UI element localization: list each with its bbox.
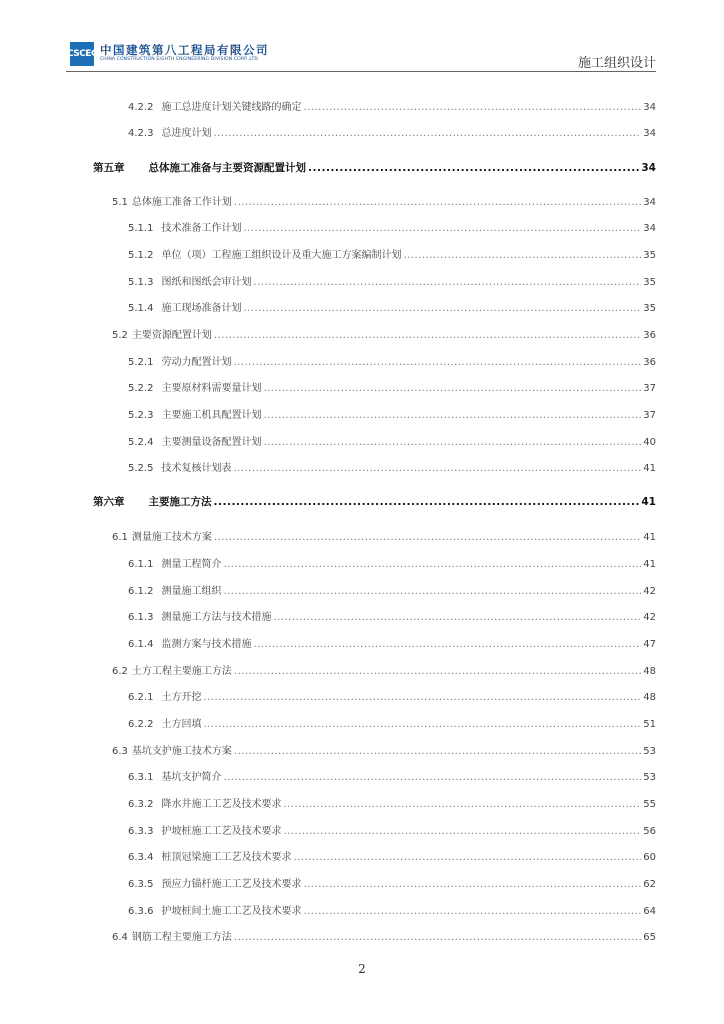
toc-entry-page: 47 xyxy=(643,639,656,650)
toc-entry[interactable] xyxy=(128,582,656,596)
toc-entry-title: 总进度计划 xyxy=(161,128,212,139)
toc-dot-leader xyxy=(303,906,641,917)
toc-entry-page: 36 xyxy=(643,357,656,368)
toc-dot-leader xyxy=(303,102,641,113)
toc-entry-page: 40 xyxy=(643,437,656,448)
toc-entry[interactable] xyxy=(128,875,656,889)
toc-entry-title: 测量施工方法与技术措施 xyxy=(161,612,272,623)
toc-entry-title: 护坡桩间土施工工艺及技术要求 xyxy=(161,906,302,917)
toc-entry-page: 41 xyxy=(643,532,656,543)
toc-dot-leader xyxy=(303,879,641,890)
toc-dot-leader xyxy=(214,330,641,341)
toc-dot-leader xyxy=(203,692,641,703)
toc-entry-number: 6.1.3 xyxy=(128,612,154,623)
toc-entry-number: 5.1.3 xyxy=(128,277,154,288)
toc-entry-title: 劳动力配置计划 xyxy=(161,357,232,368)
toc-dot-leader xyxy=(233,463,641,474)
toc-entry-number: 5.2.1 xyxy=(128,357,154,368)
toc-dot-leader xyxy=(234,197,641,208)
toc-entry-title: 土方工程主要施工方法 xyxy=(131,666,232,677)
toc-entry-number: 6.2.1 xyxy=(128,692,154,703)
toc-entry-page: 53 xyxy=(643,772,656,783)
toc-entry-title: 总体施工准备工作计划 xyxy=(131,197,232,208)
toc-entry[interactable] xyxy=(112,662,656,676)
toc-entry-page: 36 xyxy=(643,330,656,341)
toc-entry[interactable] xyxy=(128,299,656,313)
toc-entry-title: 主要施工机具配置计划 xyxy=(161,410,262,421)
toc-entry[interactable] xyxy=(128,379,656,393)
toc-entry-page: 62 xyxy=(643,879,656,890)
toc-entry-title: 主要施工方法 xyxy=(148,496,212,508)
toc-entry-page: 41 xyxy=(643,559,656,570)
toc-entry-page: 60 xyxy=(643,852,656,863)
toc-entry-page: 35 xyxy=(643,277,656,288)
toc-entry-title: 施工总进度计划关键线路的确定 xyxy=(161,102,302,113)
toc-entry-number: 5.1.1 xyxy=(128,223,154,234)
toc-dot-leader xyxy=(403,250,641,261)
toc-entry-number: 6.3.2 xyxy=(128,799,154,810)
toc-entry-title: 测量施工组织 xyxy=(161,586,222,597)
toc-entry-title: 土方回填 xyxy=(161,719,202,730)
toc-entry-page: 34 xyxy=(643,197,656,208)
toc-entry[interactable] xyxy=(128,688,656,702)
toc-entry-title: 测量施工技术方案 xyxy=(131,532,212,543)
toc-entry[interactable] xyxy=(112,528,656,542)
toc-entry-title: 测量工程简介 xyxy=(161,559,222,570)
toc-dot-leader xyxy=(263,437,641,448)
toc-entry-page: 42 xyxy=(643,586,656,597)
toc-entry-number: 6.2 xyxy=(112,666,128,677)
toc-dot-leader xyxy=(263,383,641,394)
toc-entry-number: 4.2.2 xyxy=(128,102,154,113)
toc-entry-page: 41 xyxy=(643,463,656,474)
toc-entry-title: 主要资源配置计划 xyxy=(131,330,212,341)
toc-entry-page: 53 xyxy=(643,746,656,757)
toc-entry-page: 48 xyxy=(643,692,656,703)
toc-entry-number: 第五章 xyxy=(93,162,125,174)
toc-entry-number: 6.3.4 xyxy=(128,852,154,863)
toc-dot-leader xyxy=(283,799,641,810)
toc-entry-page: 48 xyxy=(643,666,656,677)
toc-entry[interactable] xyxy=(128,246,656,260)
toc-entry[interactable] xyxy=(128,902,656,916)
toc-entry-number: 6.3.6 xyxy=(128,906,154,917)
toc-entry-number: 6.4 xyxy=(112,932,128,943)
toc-dot-leader xyxy=(223,586,641,597)
document-title: 施工组织设计 xyxy=(577,56,656,71)
toc-entry-title: 技术复核计划表 xyxy=(161,463,232,474)
toc-entry-title: 图纸和图纸会审计划 xyxy=(161,277,252,288)
toc-entry-title: 主要原材料需要量计划 xyxy=(161,383,262,394)
company-name-en: CHINA CONSTRUCTION EIGHTH ENGINEERING DIVISION CORP.,LTD xyxy=(100,57,258,62)
header-divider xyxy=(66,71,656,72)
toc-entry-page: 35 xyxy=(643,303,656,314)
toc-dot-leader xyxy=(308,162,639,174)
page-header xyxy=(66,38,656,71)
toc-entry-page: 34 xyxy=(643,128,656,139)
toc-entry-page: 34 xyxy=(643,223,656,234)
toc-entry-number: 5.2.2 xyxy=(128,383,154,394)
toc-dot-leader xyxy=(253,639,641,650)
toc-entry-page: 37 xyxy=(643,383,656,394)
toc-entry[interactable] xyxy=(128,353,656,367)
toc-chapter-entry[interactable] xyxy=(93,494,656,508)
toc-entry-title: 降水井施工工艺及技术要求 xyxy=(161,799,282,810)
toc-entry[interactable] xyxy=(128,124,656,138)
company-logo: CSCEC xyxy=(70,42,94,66)
toc-entry[interactable] xyxy=(112,193,656,207)
toc-entry-number: 6.3.3 xyxy=(128,826,154,837)
toc-dot-leader xyxy=(213,128,641,139)
toc-dot-leader xyxy=(243,223,641,234)
toc-entry-title: 总体施工准备与主要资源配置计划 xyxy=(148,162,306,174)
toc-dot-leader xyxy=(253,277,641,288)
toc-entry-title: 预应力锚杆施工工艺及技术要求 xyxy=(161,879,302,890)
toc-entry[interactable] xyxy=(128,459,656,473)
toc-entry-number: 5.2.5 xyxy=(128,463,154,474)
toc-dot-leader xyxy=(203,719,641,730)
toc-entry-number: 4.2.3 xyxy=(128,128,154,139)
toc-entry-title: 土方开挖 xyxy=(161,692,202,703)
toc-entry-number: 5.2.4 xyxy=(128,437,154,448)
toc-dot-leader xyxy=(234,666,641,677)
toc-dot-leader xyxy=(234,932,641,943)
toc-entry-number: 6.1 xyxy=(112,532,128,543)
toc-dot-leader xyxy=(214,532,641,543)
toc-entry-page: 41 xyxy=(641,496,656,508)
toc-entry[interactable] xyxy=(112,742,656,756)
toc-entry[interactable] xyxy=(128,795,656,809)
toc-dot-leader xyxy=(214,496,640,508)
toc-entry-number: 6.1.4 xyxy=(128,639,154,650)
toc-entry-title: 基坑支护施工技术方案 xyxy=(131,746,232,757)
toc-entry-number: 第六章 xyxy=(93,496,125,508)
toc-entry-number: 6.3 xyxy=(112,746,128,757)
toc-dot-leader xyxy=(234,746,641,757)
toc-entry-number: 6.3.1 xyxy=(128,772,154,783)
toc-entry[interactable] xyxy=(112,326,656,340)
toc-entry-number: 5.2.3 xyxy=(128,410,154,421)
toc-entry[interactable] xyxy=(128,822,656,836)
toc-entry[interactable] xyxy=(128,406,656,420)
toc-entry-number: 5.1.2 xyxy=(128,250,154,261)
page-number: 2 xyxy=(358,962,366,976)
toc-entry[interactable] xyxy=(128,768,656,782)
toc-entry-page: 64 xyxy=(643,906,656,917)
toc-dot-leader xyxy=(233,357,641,368)
toc-entry-page: 65 xyxy=(643,932,656,943)
toc-entry[interactable] xyxy=(128,219,656,233)
toc-entry[interactable] xyxy=(128,555,656,569)
toc-entry-title: 技术准备工作计划 xyxy=(161,223,242,234)
toc-entry-page: 35 xyxy=(643,250,656,261)
toc-dot-leader xyxy=(223,559,641,570)
toc-entry-number: 5.2 xyxy=(112,330,128,341)
toc-entry-page: 56 xyxy=(643,826,656,837)
toc-entry-title: 护坡桩施工工艺及技术要求 xyxy=(161,826,282,837)
toc-entry-title: 单位（项）工程施工组织设计及重大施工方案编制计划 xyxy=(161,250,402,261)
toc-dot-leader xyxy=(283,826,641,837)
toc-entry-title: 施工现场准备计划 xyxy=(161,303,242,314)
toc-entry-page: 34 xyxy=(641,162,656,174)
toc-entry-page: 42 xyxy=(643,612,656,623)
toc-entry-number: 6.2.2 xyxy=(128,719,154,730)
toc-entry-title: 钢筋工程主要施工方法 xyxy=(131,932,232,943)
toc-entry-title: 基坑支护简介 xyxy=(161,772,222,783)
toc-entry-number: 6.1.1 xyxy=(128,559,154,570)
toc-dot-leader xyxy=(263,410,641,421)
toc-entry[interactable] xyxy=(128,715,656,729)
toc-dot-leader xyxy=(293,852,641,863)
toc-entry-page: 51 xyxy=(643,719,656,730)
toc-entry-number: 5.1.4 xyxy=(128,303,154,314)
toc-dot-leader xyxy=(223,772,641,783)
toc-entry[interactable] xyxy=(112,928,656,942)
toc-dot-leader xyxy=(243,303,641,314)
toc-entry[interactable] xyxy=(128,98,656,112)
toc-entry-page: 37 xyxy=(643,410,656,421)
toc-chapter-entry[interactable] xyxy=(93,160,656,174)
toc-entry[interactable] xyxy=(128,273,656,287)
toc-entry-title: 桩顶冠梁施工工艺及技术要求 xyxy=(161,852,292,863)
toc-entry-number: 6.1.2 xyxy=(128,586,154,597)
toc-entry[interactable] xyxy=(128,608,656,622)
toc-entry-number: 5.1 xyxy=(112,197,128,208)
toc-entry-title: 监测方案与技术措施 xyxy=(161,639,252,650)
toc-entry-number: 6.3.5 xyxy=(128,879,154,890)
toc-entry-page: 55 xyxy=(643,799,656,810)
company-name-cn: 中国建筑第八工程局有限公司 xyxy=(100,43,269,57)
toc-entry[interactable] xyxy=(128,433,656,447)
toc-entry[interactable] xyxy=(128,848,656,862)
toc-entry[interactable] xyxy=(128,635,656,649)
toc-dot-leader xyxy=(273,612,641,623)
toc-entry-title: 主要测量设备配置计划 xyxy=(161,437,262,448)
toc-entry-page: 34 xyxy=(643,102,656,113)
